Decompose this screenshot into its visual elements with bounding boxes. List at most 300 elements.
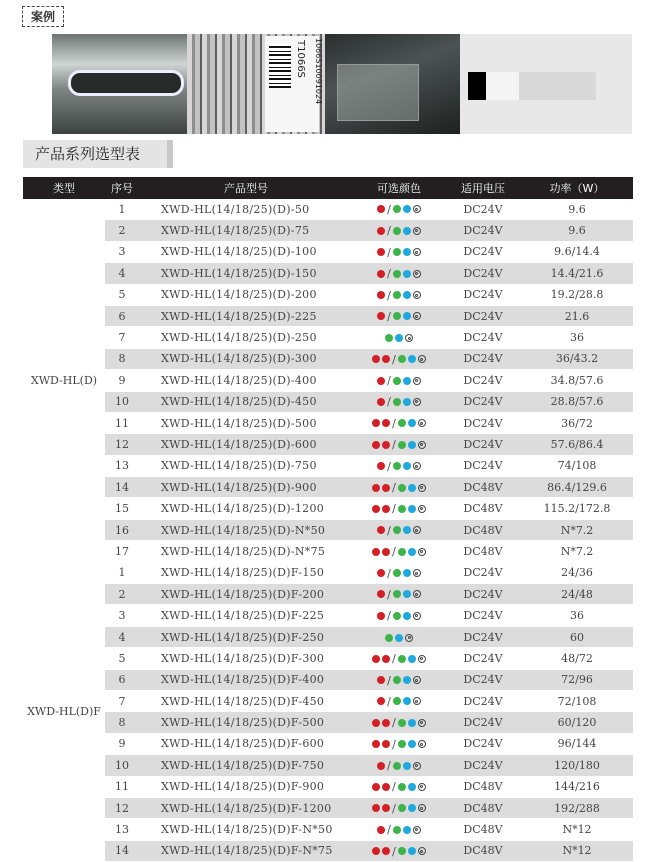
white-ring-icon [418, 441, 426, 449]
power-cell: 144/216 [521, 776, 633, 797]
color-separator: / [392, 801, 396, 815]
color-separator: / [392, 780, 396, 794]
green-dot-icon [398, 783, 406, 791]
table-row [23, 669, 633, 690]
color-options-cell [353, 434, 445, 455]
color-options-cell [353, 819, 445, 840]
white-ring-icon [413, 569, 421, 577]
voltage-cell: DC48V [445, 819, 521, 840]
table-row [23, 648, 633, 669]
color-separator: / [392, 652, 396, 666]
table-row [23, 819, 633, 840]
color-options-cell [353, 690, 445, 711]
red-dot-icon [377, 826, 385, 834]
power-cell: 36 [521, 605, 633, 626]
model-cell: XWD-HL(14/18/25)(D)F-500 [139, 712, 353, 733]
white-ring-icon [418, 484, 426, 492]
model-cell: XWD-HL(14/18/25)(D)-100 [139, 241, 353, 262]
model-cell: XWD-HL(14/18/25)(D)F-N*50 [139, 819, 353, 840]
blue-dot-icon [408, 355, 416, 363]
color-options-cell [353, 455, 445, 476]
color-separator: / [387, 694, 391, 708]
color-separator: / [387, 309, 391, 323]
voltage-cell: DC48V [445, 797, 521, 818]
blue-dot-icon [403, 676, 411, 684]
blue-dot-icon [408, 847, 416, 855]
voltage-cell: DC24V [445, 690, 521, 711]
red-dot-icon [372, 847, 380, 855]
blue-dot-icon [408, 719, 416, 727]
color-options-cell [353, 797, 445, 818]
color-options-cell [353, 648, 445, 669]
power-cell: 72/108 [521, 690, 633, 711]
red-dot-icon [382, 719, 390, 727]
table-row [23, 605, 633, 626]
white-ring-icon [413, 697, 421, 705]
red-dot-icon [377, 676, 385, 684]
color-options-cell [353, 605, 445, 626]
power-cell: N*12 [521, 840, 633, 861]
red-dot-icon [377, 248, 385, 256]
table-row [23, 797, 633, 818]
white-ring-icon [405, 334, 413, 342]
green-dot-icon [398, 655, 406, 663]
model-cell: XWD-HL(14/18/25)(D)-900 [139, 477, 353, 498]
color-separator: / [387, 823, 391, 837]
blue-dot-icon [403, 205, 411, 213]
white-ring-icon [405, 634, 413, 642]
power-cell: 14.4/21.6 [521, 263, 633, 284]
green-dot-icon [398, 505, 406, 513]
voltage-cell: DC24V [445, 391, 521, 412]
no-cell: 15 [105, 498, 139, 519]
blue-dot-icon [408, 655, 416, 663]
no-cell: 10 [105, 755, 139, 776]
voltage-cell: DC48V [445, 541, 521, 562]
model-cell: XWD-HL(14/18/25)(D)F-400 [139, 669, 353, 690]
green-dot-icon [398, 719, 406, 727]
blue-dot-icon [408, 484, 416, 492]
model-cell: XWD-HL(14/18/25)(D)F-200 [139, 584, 353, 605]
red-dot-icon [377, 291, 385, 299]
no-cell: 16 [105, 519, 139, 540]
voltage-cell: DC48V [445, 498, 521, 519]
no-cell: 10 [105, 391, 139, 412]
white-ring-icon [413, 826, 421, 834]
header-colors: 可选颜色 [353, 177, 445, 199]
table-row [23, 498, 633, 519]
voltage-cell: DC24V [445, 755, 521, 776]
red-dot-icon [377, 612, 385, 620]
power-cell: 74/108 [521, 455, 633, 476]
no-cell: 17 [105, 541, 139, 562]
power-cell: 36/43.2 [521, 348, 633, 369]
green-dot-icon [398, 441, 406, 449]
color-separator: / [392, 716, 396, 730]
no-cell: 12 [105, 797, 139, 818]
green-dot-icon [398, 484, 406, 492]
voltage-cell: DC48V [445, 776, 521, 797]
color-separator: / [387, 609, 391, 623]
red-dot-icon [377, 377, 385, 385]
color-options-cell [353, 584, 445, 605]
color-options-cell [353, 776, 445, 797]
white-ring-icon [413, 590, 421, 598]
power-cell: 24/36 [521, 562, 633, 583]
model-cell: XWD-HL(14/18/25)(D)-300 [139, 348, 353, 369]
no-cell: 4 [105, 263, 139, 284]
model-cell: XWD-HL(14/18/25)(D)-N*75 [139, 541, 353, 562]
white-ring-icon [418, 740, 426, 748]
power-cell: 19.2/28.8 [521, 284, 633, 305]
color-options-cell [353, 562, 445, 583]
voltage-cell: DC24V [445, 648, 521, 669]
barcode-text-2: 1066S10091024 [314, 38, 323, 105]
white-ring-icon [413, 377, 421, 385]
power-cell: 96/144 [521, 733, 633, 754]
table-header-row [23, 177, 633, 199]
no-cell: 8 [105, 348, 139, 369]
white-ring-icon [413, 612, 421, 620]
color-separator: / [392, 545, 396, 559]
table-row [23, 220, 633, 241]
white-ring-icon [413, 398, 421, 406]
color-options-cell [353, 626, 445, 647]
red-dot-icon [382, 419, 390, 427]
no-cell: 2 [105, 584, 139, 605]
table-row [23, 199, 633, 220]
color-separator: / [387, 267, 391, 281]
model-cell: XWD-HL(14/18/25)(D)-250 [139, 327, 353, 348]
red-dot-icon [377, 697, 385, 705]
no-cell: 3 [105, 605, 139, 626]
green-dot-icon [398, 355, 406, 363]
power-cell: 60 [521, 626, 633, 647]
blue-dot-icon [408, 441, 416, 449]
red-dot-icon [377, 398, 385, 406]
model-cell: XWD-HL(14/18/25)(D)F-600 [139, 733, 353, 754]
model-cell: XWD-HL(14/18/25)(D)-600 [139, 434, 353, 455]
white-ring-icon [413, 526, 421, 534]
power-cell: 86.4/129.6 [521, 477, 633, 498]
header-model: 产品型号 [139, 177, 353, 199]
table-row [23, 241, 633, 262]
color-options-cell [353, 669, 445, 690]
power-cell: N*7.2 [521, 541, 633, 562]
power-cell: 36/72 [521, 412, 633, 433]
model-cell: XWD-HL(14/18/25)(D)-750 [139, 455, 353, 476]
color-separator: / [392, 352, 396, 366]
voltage-cell: DC24V [445, 605, 521, 626]
color-separator: / [387, 224, 391, 238]
voltage-cell: DC24V [445, 220, 521, 241]
green-dot-icon [393, 590, 401, 598]
no-cell: 4 [105, 626, 139, 647]
case-photo-line-scan [460, 34, 632, 134]
table-row [23, 755, 633, 776]
red-dot-icon [377, 227, 385, 235]
red-dot-icon [382, 505, 390, 513]
red-dot-icon [377, 526, 385, 534]
color-separator: / [387, 245, 391, 259]
header-no: 序号 [105, 177, 139, 199]
model-cell: XWD-HL(14/18/25)(D)-450 [139, 391, 353, 412]
table-body [23, 199, 633, 862]
table-row [23, 712, 633, 733]
color-options-cell [353, 733, 445, 754]
red-dot-icon [377, 762, 385, 770]
voltage-cell: DC24V [445, 370, 521, 391]
white-ring-icon [413, 205, 421, 213]
red-dot-icon [372, 441, 380, 449]
voltage-cell: DC48V [445, 840, 521, 861]
blue-dot-icon [408, 548, 416, 556]
table-row [23, 305, 633, 326]
model-cell: XWD-HL(14/18/25)(D)F-1200 [139, 797, 353, 818]
table-row [23, 370, 633, 391]
blue-dot-icon [403, 826, 411, 834]
voltage-cell: DC24V [445, 712, 521, 733]
no-cell: 13 [105, 819, 139, 840]
no-cell: 9 [105, 370, 139, 391]
color-separator: / [387, 673, 391, 687]
power-cell: 34.8/57.6 [521, 370, 633, 391]
red-dot-icon [372, 505, 380, 513]
model-cell: XWD-HL(14/18/25)(D)-150 [139, 263, 353, 284]
model-cell: XWD-HL(14/18/25)(D)-225 [139, 305, 353, 326]
green-dot-icon [385, 334, 393, 342]
power-cell: 21.6 [521, 305, 633, 326]
color-options-cell [353, 498, 445, 519]
voltage-cell: DC24V [445, 562, 521, 583]
table-row [23, 840, 633, 861]
model-cell: XWD-HL(14/18/25)(D)-75 [139, 220, 353, 241]
green-dot-icon [393, 676, 401, 684]
voltage-cell: DC48V [445, 519, 521, 540]
model-cell: XWD-HL(14/18/25)(D)F-450 [139, 690, 353, 711]
voltage-cell: DC24V [445, 733, 521, 754]
white-ring-icon [413, 462, 421, 470]
color-separator: / [392, 481, 396, 495]
red-dot-icon [382, 655, 390, 663]
no-cell: 8 [105, 712, 139, 733]
blue-dot-icon [395, 634, 403, 642]
model-cell: XWD-HL(14/18/25)(D)-1200 [139, 498, 353, 519]
blue-dot-icon [408, 505, 416, 513]
blue-dot-icon [408, 804, 416, 812]
color-separator: / [387, 459, 391, 473]
blue-dot-icon [403, 377, 411, 385]
table-row [23, 562, 633, 583]
color-options-cell [353, 284, 445, 305]
no-cell: 14 [105, 477, 139, 498]
color-separator: / [387, 395, 391, 409]
color-separator: / [392, 416, 396, 430]
power-cell: 72/96 [521, 669, 633, 690]
white-ring-icon [418, 505, 426, 513]
white-ring-icon [413, 248, 421, 256]
model-cell: XWD-HL(14/18/25)(D)-N*50 [139, 519, 353, 540]
color-options-cell [353, 391, 445, 412]
voltage-cell: DC24V [445, 305, 521, 326]
voltage-cell: DC24V [445, 455, 521, 476]
color-separator: / [387, 566, 391, 580]
color-options-cell [353, 477, 445, 498]
power-cell: 9.6 [521, 220, 633, 241]
model-cell: XWD-HL(14/18/25)(D)F-N*75 [139, 840, 353, 861]
red-dot-icon [372, 740, 380, 748]
red-dot-icon [377, 590, 385, 598]
table-row [23, 434, 633, 455]
white-ring-icon [418, 804, 426, 812]
green-dot-icon [393, 398, 401, 406]
green-dot-icon [393, 248, 401, 256]
white-ring-icon [418, 847, 426, 855]
no-cell: 3 [105, 241, 139, 262]
red-dot-icon [372, 804, 380, 812]
model-cell: XWD-HL(14/18/25)(D)F-225 [139, 605, 353, 626]
table-row [23, 626, 633, 647]
green-dot-icon [385, 634, 393, 642]
power-cell: 36 [521, 327, 633, 348]
no-cell: 7 [105, 327, 139, 348]
blue-dot-icon [403, 291, 411, 299]
green-dot-icon [398, 419, 406, 427]
voltage-cell: DC24V [445, 348, 521, 369]
green-dot-icon [393, 826, 401, 834]
red-dot-icon [372, 655, 380, 663]
no-cell: 14 [105, 840, 139, 861]
color-separator: / [392, 737, 396, 751]
model-cell: XWD-HL(14/18/25)(D)F-300 [139, 648, 353, 669]
color-separator: / [392, 438, 396, 452]
white-ring-icon [413, 312, 421, 320]
header-power: 功率（W） [521, 177, 633, 199]
case-photo-aluminium-slot [52, 34, 187, 134]
color-separator: / [387, 759, 391, 773]
red-dot-icon [377, 270, 385, 278]
power-cell: 115.2/172.8 [521, 498, 633, 519]
white-ring-icon [418, 548, 426, 556]
no-cell: 6 [105, 669, 139, 690]
color-separator: / [392, 844, 396, 858]
red-dot-icon [382, 484, 390, 492]
table-row [23, 541, 633, 562]
power-cell: 9.6 [521, 199, 633, 220]
model-cell: XWD-HL(14/18/25)(D)-500 [139, 412, 353, 433]
green-dot-icon [393, 612, 401, 620]
no-cell: 1 [105, 199, 139, 220]
model-cell: XWD-HL(14/18/25)(D)-200 [139, 284, 353, 305]
color-options-cell [353, 541, 445, 562]
white-ring-icon [418, 783, 426, 791]
blue-dot-icon [403, 227, 411, 235]
red-dot-icon [377, 312, 385, 320]
blue-dot-icon [395, 334, 403, 342]
white-ring-icon [413, 227, 421, 235]
no-cell: 11 [105, 776, 139, 797]
product-selection-table [23, 177, 633, 862]
no-cell: 5 [105, 284, 139, 305]
voltage-cell: DC24V [445, 263, 521, 284]
table-row [23, 263, 633, 284]
blue-dot-icon [403, 612, 411, 620]
voltage-cell: DC24V [445, 241, 521, 262]
no-cell: 6 [105, 305, 139, 326]
power-cell: N*12 [521, 819, 633, 840]
no-cell: 1 [105, 562, 139, 583]
case-photo-package [325, 34, 460, 134]
blue-dot-icon [403, 398, 411, 406]
white-ring-icon [413, 270, 421, 278]
green-dot-icon [393, 569, 401, 577]
color-options-cell [353, 755, 445, 776]
blue-dot-icon [403, 312, 411, 320]
case-label: 案例 [22, 6, 64, 27]
table-row [23, 733, 633, 754]
voltage-cell: DC24V [445, 327, 521, 348]
blue-dot-icon [403, 462, 411, 470]
green-dot-icon [393, 227, 401, 235]
green-dot-icon [393, 377, 401, 385]
blue-dot-icon [403, 526, 411, 534]
barcode-text-1: T1066S [295, 40, 306, 78]
power-cell: N*7.2 [521, 519, 633, 540]
voltage-cell: DC24V [445, 584, 521, 605]
table-row [23, 391, 633, 412]
color-options-cell [353, 263, 445, 284]
color-options-cell [353, 220, 445, 241]
table-row [23, 284, 633, 305]
red-dot-icon [372, 419, 380, 427]
model-cell: XWD-HL(14/18/25)(D)-50 [139, 199, 353, 220]
table-row [23, 412, 633, 433]
color-separator: / [387, 288, 391, 302]
blue-dot-icon [403, 762, 411, 770]
table-row [23, 348, 633, 369]
green-dot-icon [393, 762, 401, 770]
power-cell: 24/48 [521, 584, 633, 605]
green-dot-icon [393, 291, 401, 299]
color-options-cell [353, 327, 445, 348]
voltage-cell: DC48V [445, 477, 521, 498]
no-cell: 7 [105, 690, 139, 711]
power-cell: 192/288 [521, 797, 633, 818]
type-cell: XWD-HL(D) [23, 199, 105, 562]
model-cell: XWD-HL(14/18/25)(D)-400 [139, 370, 353, 391]
color-options-cell [353, 348, 445, 369]
green-dot-icon [393, 462, 401, 470]
color-options-cell [353, 712, 445, 733]
red-dot-icon [382, 740, 390, 748]
color-options-cell [353, 840, 445, 861]
color-separator: / [387, 202, 391, 216]
model-cell: XWD-HL(14/18/25)(D)F-150 [139, 562, 353, 583]
blue-dot-icon [408, 783, 416, 791]
voltage-cell: DC24V [445, 199, 521, 220]
color-options-cell [353, 519, 445, 540]
green-dot-icon [398, 804, 406, 812]
blue-dot-icon [403, 270, 411, 278]
red-dot-icon [382, 548, 390, 556]
no-cell: 2 [105, 220, 139, 241]
power-cell: 60/120 [521, 712, 633, 733]
table-row [23, 776, 633, 797]
power-cell: 9.6/14.4 [521, 241, 633, 262]
green-dot-icon [393, 526, 401, 534]
power-cell: 57.6/86.4 [521, 434, 633, 455]
case-photo-barcode-label [187, 34, 325, 134]
